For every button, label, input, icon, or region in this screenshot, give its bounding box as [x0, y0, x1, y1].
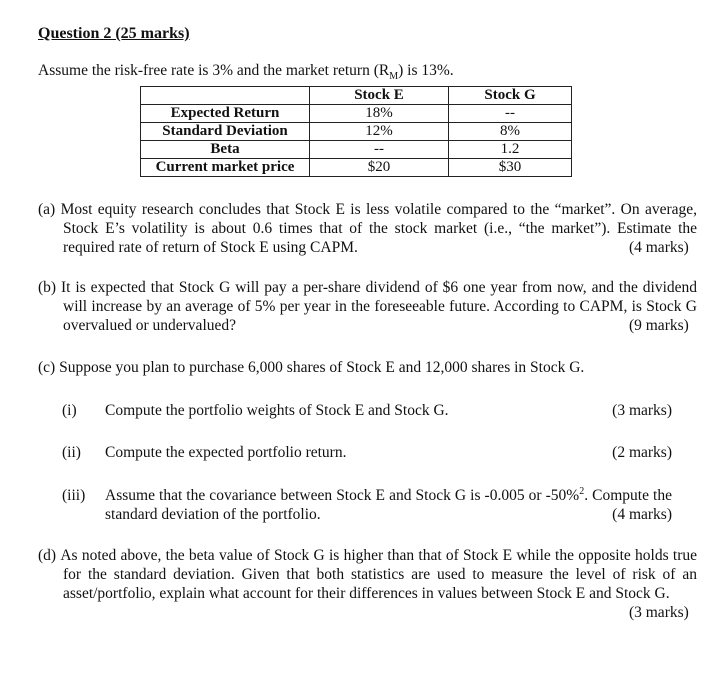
part-b — [38, 278, 697, 335]
part-b-marks: (9 marks) — [628, 317, 689, 334]
cell-stock-e: 12% — [310, 123, 449, 141]
subpart-ii — [62, 443, 672, 462]
subpart-i-text — [105, 401, 672, 420]
subpart-ii-label: (ii) — [62, 444, 81, 461]
cell-stock-g: 1.2 — [449, 141, 572, 159]
row-label: Expected Return — [141, 105, 310, 123]
table-row — [141, 159, 572, 177]
subpart-i-body: Compute the portfolio weights of Stock E and Stock G. — [105, 402, 449, 419]
cell-stock-g: 8% — [449, 123, 572, 141]
intro-after: ) is 13%. — [398, 62, 454, 79]
subpart-iii-label: (iii) — [62, 487, 86, 504]
subpart-ii-text — [105, 443, 672, 462]
cell-stock-e: 18% — [310, 105, 449, 123]
subpart-iii-body-before: Assume that the covariance between Stock E and Stock G is -0.005 or -50% — [105, 487, 580, 504]
part-a-label: (a) — [38, 201, 56, 218]
row-label: Beta — [141, 141, 310, 159]
subpart-i-marks: (3 marks) — [612, 402, 672, 419]
subpart-iii-marks: (4 marks) — [612, 506, 672, 523]
table-header-blank — [141, 87, 310, 105]
part-d-label: (d) — [38, 547, 57, 564]
stock-table — [140, 86, 572, 177]
part-d-text: As noted above, the beta value of Stock G is higher than that of Stock E while the opposite holds true for the standard deviation. Given that both statistics are used to measure the level of risk of an asset/portfolio, explain what account for their differences in values between Stock E and Stock G. — [60, 547, 697, 602]
part-a-text: Most equity research concludes that Stock E is less volatile compared to the “market”. On average, Stock E’s volatility is about 0.6 times that of the stock market (i.e., “the market”). Estimate the required rate of return of Stock E using CAPM. — [60, 201, 697, 256]
row-label: Current market price — [141, 159, 310, 177]
cell-stock-g: $30 — [449, 159, 572, 177]
cell-stock-e: $20 — [310, 159, 449, 177]
intro-text — [38, 61, 454, 86]
part-c-label: (c) — [38, 359, 56, 376]
question-title: Question 2 (25 marks) — [38, 25, 190, 42]
cell-stock-e: -- — [310, 141, 449, 159]
cell-stock-g: -- — [449, 105, 572, 123]
table-header-row — [141, 87, 572, 105]
intro-before: Assume the risk-free rate is 3% and the market return (R — [38, 62, 390, 79]
part-d — [38, 546, 697, 622]
part-c-text: Suppose you plan to purchase 6,000 shares of Stock E and 12,000 shares in Stock G. — [59, 359, 585, 376]
subpart-iii-text — [105, 486, 672, 524]
subpart-i-label: (i) — [62, 402, 77, 419]
table-row — [141, 123, 572, 141]
subpart-iii — [62, 485, 672, 523]
part-b-label: (b) — [38, 279, 57, 296]
subpart-iii-body-after: . Compute the standard deviation of the portfolio. — [105, 487, 672, 523]
table-row — [141, 141, 572, 159]
part-b-text: It is expected that Stock G will pay a per-share dividend of $6 one year from now, and the dividend will increase by an average of 5% per year in the foreseeable future. According to CAPM, is Stock G overvalued or undervalued? — [61, 279, 698, 334]
part-a — [38, 200, 697, 257]
subpart-iii-sup: 2 — [579, 485, 585, 497]
row-label: Standard Deviation — [141, 123, 310, 141]
subpart-ii-body: Compute the expected portfolio return. — [105, 444, 347, 461]
table-header-stock-e: Stock E — [310, 87, 449, 105]
subpart-i — [62, 401, 672, 420]
part-d-marks: (3 marks) — [628, 604, 689, 621]
subpart-ii-marks: (2 marks) — [612, 444, 672, 461]
part-a-marks: (4 marks) — [628, 239, 689, 256]
table-header-stock-g: Stock G — [449, 87, 572, 105]
part-c — [38, 358, 672, 377]
intro-subscript: M — [389, 71, 399, 83]
table-row — [141, 105, 572, 123]
